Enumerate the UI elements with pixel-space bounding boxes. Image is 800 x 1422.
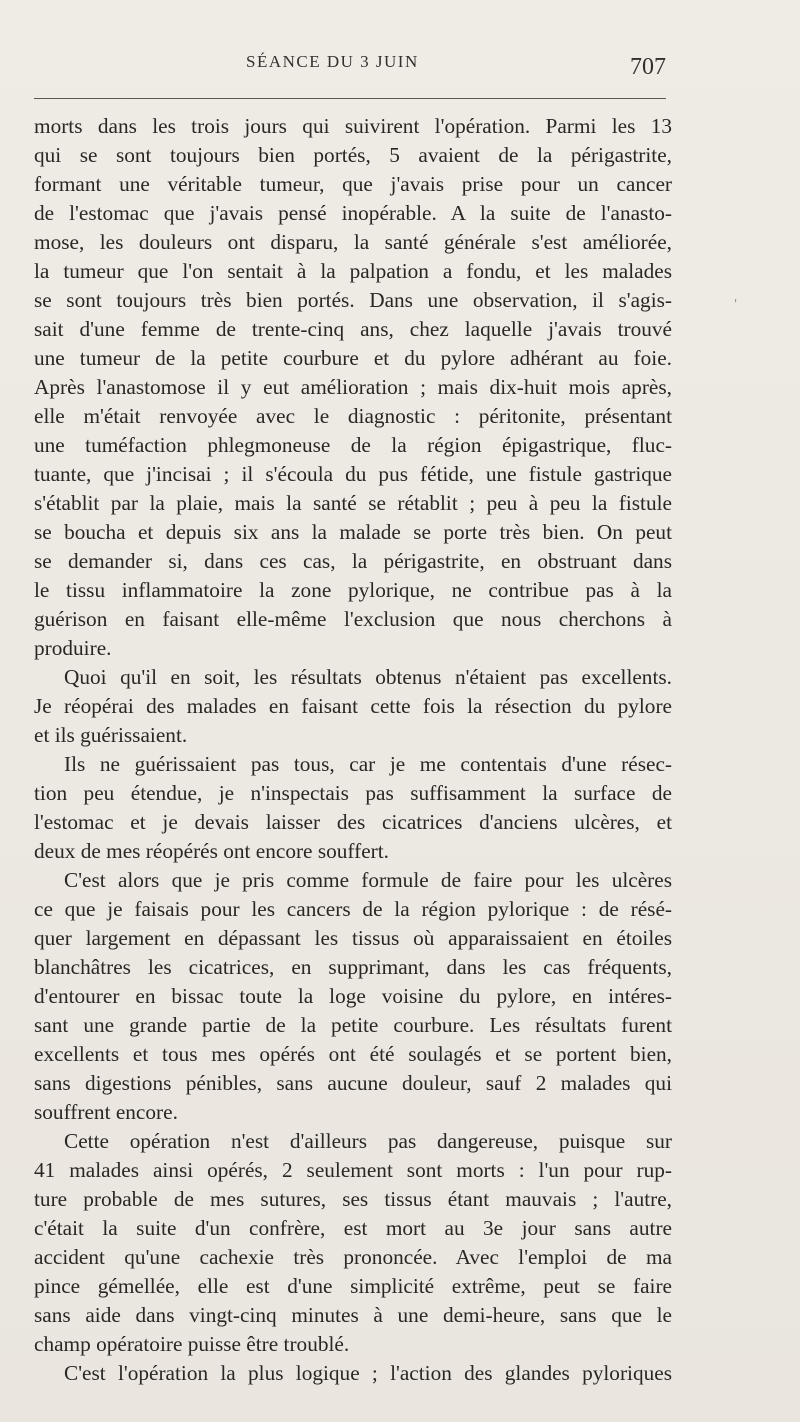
text-line: l'estomac et je devais laisser des cicatrices d'anciens ulcères, et bbox=[34, 810, 672, 834]
text-line: elle m'était renvoyée avec le diagnostic : péritonite, présentant bbox=[34, 404, 672, 428]
text-line: ce que je faisais pour les cancers de la région pylorique : de résé- bbox=[34, 897, 672, 921]
text-line: la tumeur que l'on sentait à la palpation a fondu, et les malades bbox=[34, 259, 672, 283]
text-line: qui se sont toujours bien portés, 5 avaient de la périgastrite, bbox=[34, 143, 672, 167]
text-line: une tuméfaction phlegmoneuse de la région épigastrique, fluc- bbox=[34, 433, 672, 457]
text-line: guérison en faisant elle-même l'exclusion que nous cherchons à bbox=[34, 607, 672, 631]
text-line: c'était la suite d'un confrère, est mort au 3e jour sans autre bbox=[34, 1216, 672, 1240]
text-line: souffrent encore. bbox=[34, 1100, 178, 1124]
text-line: sans digestions pénibles, sans aucune douleur, sauf 2 malades qui bbox=[34, 1071, 672, 1095]
text-line: le tissu inflammatoire la zone pylorique, ne contribue pas à la bbox=[34, 578, 672, 602]
text-line: excellents et tous mes opérés ont été soulagés et se portent bien, bbox=[34, 1042, 672, 1066]
text-line: Cette opération n'est d'ailleurs pas dangereuse, puisque sur bbox=[64, 1129, 672, 1153]
text-line: C'est alors que je pris comme formule de faire pour les ulcères bbox=[64, 868, 672, 892]
body-text bbox=[34, 112, 672, 1388]
text-line: se boucha et depuis six ans la malade se porte très bien. On peut bbox=[34, 520, 672, 544]
text-line: Après l'anastomose il y eut amélioration ; mais dix-huit mois après, bbox=[34, 375, 672, 399]
text-line: C'est l'opération la plus logique ; l'action des glandes pyloriques bbox=[64, 1361, 672, 1385]
text-line: pince gémellée, elle est d'une simplicité extrême, peut se faire bbox=[34, 1274, 672, 1298]
text-line: tuante, que j'incisai ; il s'écoula du pus fétide, une fistule gastrique bbox=[34, 462, 672, 486]
header-rule bbox=[34, 98, 666, 99]
text-line: morts dans les trois jours qui suivirent l'opération. Parmi les 13 bbox=[34, 114, 672, 138]
text-line: ture probable de mes sutures, ses tissus étant mauvais ; l'autre, bbox=[34, 1187, 672, 1211]
text-line: d'entourer en bissac toute la loge voisine du pylore, en intéres- bbox=[34, 984, 672, 1008]
text-line: se demander si, dans ces cas, la périgastrite, en obstruant dans bbox=[34, 549, 672, 573]
text-line: et ils guérissaient. bbox=[34, 723, 188, 747]
text-line: une tumeur de la petite courbure et du pylore adhérant au foie. bbox=[34, 346, 672, 370]
text-line: Je réopérai des malades en faisant cette fois la résection du pylore bbox=[34, 694, 672, 718]
text-line: Quoi qu'il en soit, les résultats obtenus n'étaient pas excellents. bbox=[64, 665, 672, 689]
text-line: champ opératoire puisse être troublé. bbox=[34, 1332, 350, 1356]
text-line: produire. bbox=[34, 636, 112, 660]
text-line: mose, les douleurs ont disparu, la santé générale s'est améliorée, bbox=[34, 230, 672, 254]
page-number: 707 bbox=[630, 54, 666, 80]
text-line: blanchâtres les cicatrices, en supprimant, dans les cas fréquents, bbox=[34, 955, 672, 979]
text-line: formant une véritable tumeur, que j'avais prise pour un cancer bbox=[34, 172, 672, 196]
text-line: quer largement en dépassant les tissus où apparaissaient en étoiles bbox=[34, 926, 672, 950]
text-line: accident qu'une cachexie très prononcée. Avec l'emploi de ma bbox=[34, 1245, 672, 1269]
text-line: sant une grande partie de la petite courbure. Les résultats furent bbox=[34, 1013, 672, 1037]
text-line: de l'estomac que j'avais pensé inopérable. A la suite de l'anasto- bbox=[34, 201, 672, 225]
text-line: tion peu étendue, je n'inspectais pas suffisamment la surface de bbox=[34, 781, 672, 805]
text-line: se sont toujours très bien portés. Dans une observation, il s'agis- bbox=[34, 288, 672, 312]
text-line: deux de mes réopérés ont encore souffert. bbox=[34, 839, 390, 863]
text-line: s'établit par la plaie, mais la santé se rétablit ; peu à peu la fistule bbox=[34, 491, 672, 515]
text-line: sait d'une femme de trente-cinq ans, chez laquelle j'avais trouvé bbox=[34, 317, 672, 341]
running-title: SÉANCE DU 3 JUIN bbox=[246, 52, 419, 71]
margin-mark: ' bbox=[734, 297, 738, 311]
text-line: sans aide dans vingt-cinq minutes à une demi-heure, sans que le bbox=[34, 1303, 672, 1327]
running-head bbox=[0, 52, 800, 82]
text-line: Ils ne guérissaient pas tous, car je me contentais d'une résec- bbox=[64, 752, 672, 776]
text-line: 41 malades ainsi opérés, 2 seulement sont morts : l'un pour rup- bbox=[34, 1158, 672, 1182]
